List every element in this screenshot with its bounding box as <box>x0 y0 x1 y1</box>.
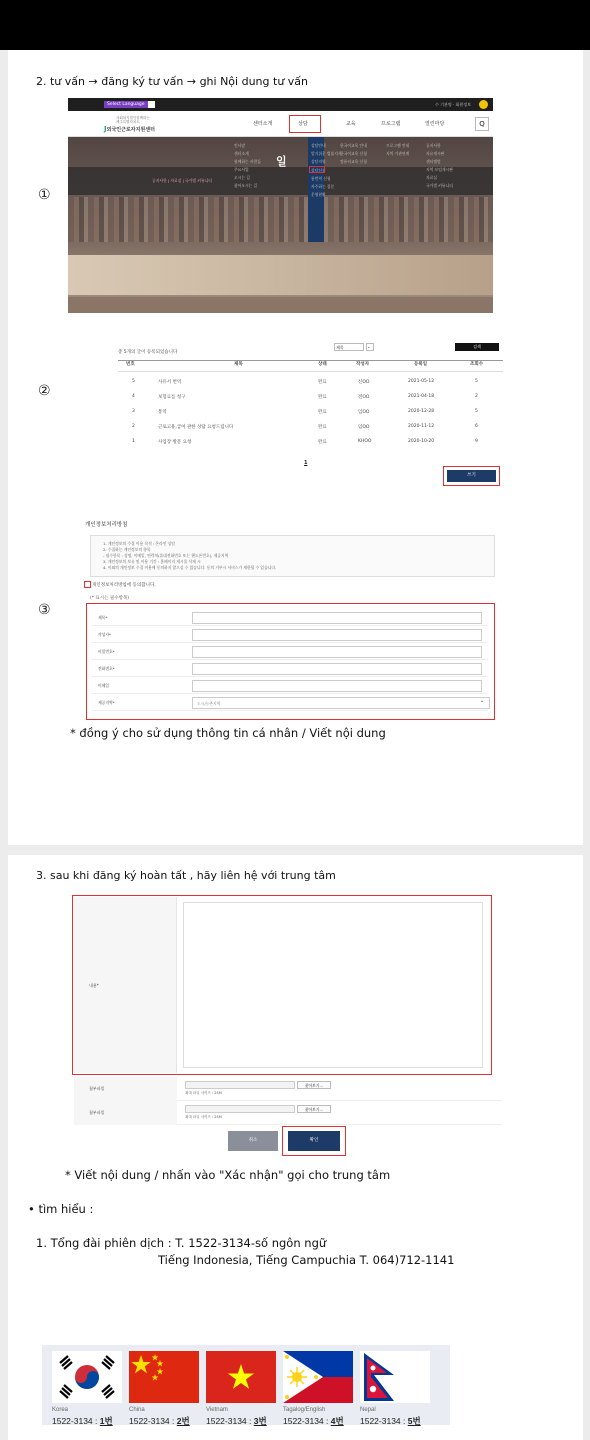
bookshelf-decoration <box>68 197 493 242</box>
field-label: 제공지역* <box>98 700 115 705</box>
counsel-apply-highlight <box>309 166 325 173</box>
policy-line: 3. 개인정보의 보유 및 이용 기간 : 홈페이지 게시물 삭제 시 <box>103 559 201 564</box>
step-marker-2: ② <box>38 383 51 399</box>
menu-item[interactable]: 자유게시판 <box>426 151 445 156</box>
write-button[interactable]: 쓰기 <box>447 470 496 482</box>
attachment-row-2 <box>74 1101 502 1125</box>
nav-open-forum[interactable]: 열린마당 <box>425 121 445 127</box>
menu-item[interactable]: 지역 기관연계 <box>386 151 410 156</box>
korea-flag-icon <box>52 1351 122 1403</box>
region-select[interactable]: 도시/농촌지역 <box>192 697 490 709</box>
max-size-note: 최대 파일 사이즈 : 2SM <box>185 1115 222 1119</box>
screenshot-content-form <box>63 895 503 1155</box>
hotline-number-nepal: 1522-3134 : 5번 <box>360 1416 421 1426</box>
top-black-bar <box>0 0 590 50</box>
menu-item[interactable]: 알기쉬운 법률지식 <box>311 151 342 156</box>
password-input[interactable] <box>192 646 482 658</box>
flag-label-tagalog: Tagalog/English <box>283 1407 326 1413</box>
col-header-date: 등록일 <box>414 362 428 367</box>
page-section-contact <box>8 855 583 1440</box>
form-row-author <box>92 627 488 643</box>
menu-item[interactable]: 센터소개 <box>234 151 249 156</box>
menu-item[interactable]: 운영현황 <box>311 192 326 197</box>
flag-label-korea: Korea <box>52 1407 69 1413</box>
page-section-register <box>8 50 583 845</box>
chevron-down-icon[interactable]: ⌄ <box>366 343 374 351</box>
nav-program[interactable]: 프로그램 <box>381 121 401 127</box>
field-label: 비밀번호* <box>98 649 115 654</box>
nav-counsel-highlight <box>289 115 321 133</box>
col-header-views: 조회수 <box>470 362 484 367</box>
note-register: * đồng ý cho sử dụng thông tin cá nhân / Viết nội dung <box>70 726 386 740</box>
menu-item[interactable]: 주요사업 <box>234 167 249 172</box>
step-marker-1: ① <box>38 187 51 203</box>
language-hotline-banner <box>42 1345 450 1425</box>
content-label: 내용* <box>89 983 99 988</box>
form-row-region <box>92 695 488 711</box>
form-row-phone <box>92 661 488 677</box>
privacy-policy-title: 개인정보처리방침 <box>85 522 128 528</box>
post-count: 총 5개의 글이 등록되었습니다 <box>118 350 178 355</box>
file-input-1[interactable] <box>185 1081 295 1089</box>
chevron-down-icon[interactable]: ⌄ <box>480 698 485 704</box>
confirm-button[interactable]: 확인 <box>288 1131 340 1151</box>
table-row[interactable]: 3 통역 완료 임OO 2020-12-28 5 <box>132 409 478 415</box>
hotline-number-tagalog: 1522-3134 : 4번 <box>283 1416 344 1426</box>
table-row[interactable]: 5 사유서 번역 완료 신OO 2021-05-12 5 <box>132 379 478 385</box>
site-logo[interactable]: J외국인근로자지원센터 <box>104 125 155 133</box>
flag-label-nepal: Nepal <box>360 1407 376 1413</box>
menu-item[interactable]: 통번역 신청 <box>311 176 331 181</box>
pagination-current[interactable]: 1 <box>304 460 308 466</box>
policy-line: - 필수항목 : 성명, 이메일, 연락처(휴대전화번호 또는 핸드폰번호), 제공지역 <box>103 553 229 558</box>
screenshot-board-list <box>108 340 501 492</box>
menu-item[interactable]: 함께하는 사람들 <box>234 159 261 164</box>
attachment-label: 첨부파일 <box>89 1110 105 1115</box>
site-nav <box>68 111 493 137</box>
kakao-icon[interactable] <box>479 100 488 109</box>
china-flag-icon <box>129 1351 199 1403</box>
email-input[interactable] <box>192 680 482 692</box>
hotline-line-1: 1. Tổng đài phiên dịch : T. 1522-3134-số ngôn ngữ <box>36 1236 327 1250</box>
top-links[interactable]: 수 기관명 · 회원정보 <box>435 102 471 107</box>
hotline-number-vietnam: 1522-3134 : 3번 <box>206 1416 267 1426</box>
form-row-email <box>92 678 488 694</box>
menu-item-counsel-apply[interactable]: 상담신청 <box>311 168 326 173</box>
attachment-row-1 <box>74 1077 502 1101</box>
site-top-bar <box>68 98 493 111</box>
search-field-select[interactable]: 제목 <box>334 343 364 351</box>
browse-button-2[interactable]: 찾아보기... <box>297 1105 331 1113</box>
hero-bottom-decoration <box>68 297 493 313</box>
flag-label-china: China <box>129 1407 145 1413</box>
content-highlight <box>72 895 492 1075</box>
board-toolbar <box>118 345 503 357</box>
table-row[interactable]: 4 보험료를 청구 완료 전OO 2021-04-18 2 <box>132 394 478 400</box>
col-header-number: 번호 <box>126 362 135 367</box>
cancel-button[interactable]: 취소 <box>228 1131 278 1151</box>
form-row-title <box>92 610 488 626</box>
menu-item[interactable]: 상담안내 <box>311 143 326 148</box>
phone-input[interactable] <box>192 663 482 675</box>
section-heading-contact: 3. sau khi đăng ký hoàn tất , hãy liên hệ với trung tâm <box>36 869 336 882</box>
nav-education[interactable]: 교육 <box>346 121 356 127</box>
max-size-note: 최대 파일 사이즈 : 2SM <box>185 1091 222 1095</box>
field-label: 전화번호* <box>98 666 115 671</box>
privacy-agree-label: 개인정보처리방침에 동의합니다. <box>92 583 156 588</box>
menu-item[interactable]: 지역 모임게시판 <box>426 167 453 172</box>
philippines-flag-icon <box>283 1351 353 1403</box>
screenshot-website-menu <box>68 98 493 313</box>
col-header-author: 작성자 <box>356 362 370 367</box>
menu-item[interactable]: 인사말 <box>234 143 246 148</box>
nepal-flag-icon <box>360 1351 430 1403</box>
privacy-agree-checkbox[interactable] <box>84 581 91 588</box>
menu-item[interactable]: 오시는 길 <box>234 175 250 180</box>
policy-line: 2. 수집하는 개인정보의 항목 <box>103 547 151 552</box>
section-heading-register: 2. tư vấn → đăng ký tư vấn → ghi Nội dung tư vấn <box>36 75 309 88</box>
col-header-status: 상태 <box>318 362 327 367</box>
menu-item[interactable]: 상담지원 <box>311 159 326 164</box>
title-input[interactable] <box>192 612 482 624</box>
board-table-header <box>118 360 503 372</box>
privacy-policy-box <box>90 535 495 577</box>
col-header-title: 제목 <box>234 362 243 367</box>
policy-line: 1. 개인정보의 수집 이용 목적 : 온라인 상담 <box>103 541 176 546</box>
search-button[interactable]: 검색 <box>455 343 499 351</box>
nav-center-intro[interactable]: 센터소개 <box>253 121 273 127</box>
language-select-button[interactable] <box>148 101 155 108</box>
policy-line: 4. 이외의 개인정보 수집 이용에 동의하지 않으실 수 있습니다. 동의 거부시 서비스가 제한될 수 있습니다. <box>103 565 277 570</box>
field-label: 작성자* <box>98 632 111 637</box>
language-select[interactable]: Select Language <box>104 101 148 108</box>
menu-item[interactable]: 자주하는 질문 <box>311 184 335 189</box>
menu-item[interactable]: 프로그램 안내 <box>386 143 410 148</box>
menu-item[interactable]: 컴퓨터교육 신청 <box>340 159 367 164</box>
nav-counsel[interactable]: 상담 <box>298 121 308 127</box>
menu-item[interactable]: 찾아오시는 길 <box>234 183 258 188</box>
vietnam-flag-icon <box>206 1351 276 1403</box>
screenshot-counsel-form <box>80 515 500 723</box>
field-label: 제목* <box>98 615 108 620</box>
menu-item[interactable]: 한국어교육 안내 <box>340 143 367 148</box>
hotline-number-china: 1522-3134 : 2번 <box>129 1416 190 1426</box>
menu-item[interactable]: 국가별 커뮤니티 <box>426 183 453 188</box>
hero-title-fragment: 일 <box>276 155 287 168</box>
menu-item[interactable]: 공지사항 <box>426 143 441 148</box>
learn-more-bullet: • tìm hiểu : <box>28 1202 94 1216</box>
field-label: 이메일 <box>98 683 110 688</box>
hotline-line-2: Tiếng Indonesia, Tiếng Campuchia T. 064)712-1141 <box>158 1253 455 1267</box>
author-input[interactable] <box>192 629 482 641</box>
form-row-password <box>92 644 488 660</box>
browse-button-1[interactable]: 찾아보기... <box>297 1081 331 1089</box>
required-note: (* 표시는 필수항목) <box>90 596 130 601</box>
step-marker-3: ③ <box>38 602 51 618</box>
attachment-label: 첨부파일 <box>89 1086 105 1091</box>
table-row[interactable]: 2 근로고용,급여 관한 상담 요청드립니다 완료 임OO 2020-11-12 6 <box>132 424 478 430</box>
table-row[interactable]: 1 사업장 방문 요청 완료 KHOO 2020-10-20 9 <box>132 439 478 445</box>
search-icon[interactable]: Q <box>475 117 489 131</box>
file-input-2[interactable] <box>185 1105 295 1113</box>
menu-item[interactable]: 센터앨범 <box>426 159 441 164</box>
note-contact: * Viết nội dung / nhấn vào "Xác nhận" gọi cho trung tâm <box>65 1168 391 1182</box>
menu-item[interactable]: 한국어교육 신청 <box>340 151 367 156</box>
hero-desk-decoration <box>68 255 493 295</box>
flag-label-vietnam: Vietnam <box>206 1407 228 1413</box>
menu-item[interactable]: 자료실 <box>426 175 438 180</box>
breadcrumb-text: 공지사항 | 자료실 | 국가별 커뮤니티 <box>152 178 212 183</box>
hotline-number-korea: 1522-3134 : 1번 <box>52 1416 113 1426</box>
logo-subtitle: 사회복지법인함께하는 제주특별자치도 <box>116 116 150 124</box>
